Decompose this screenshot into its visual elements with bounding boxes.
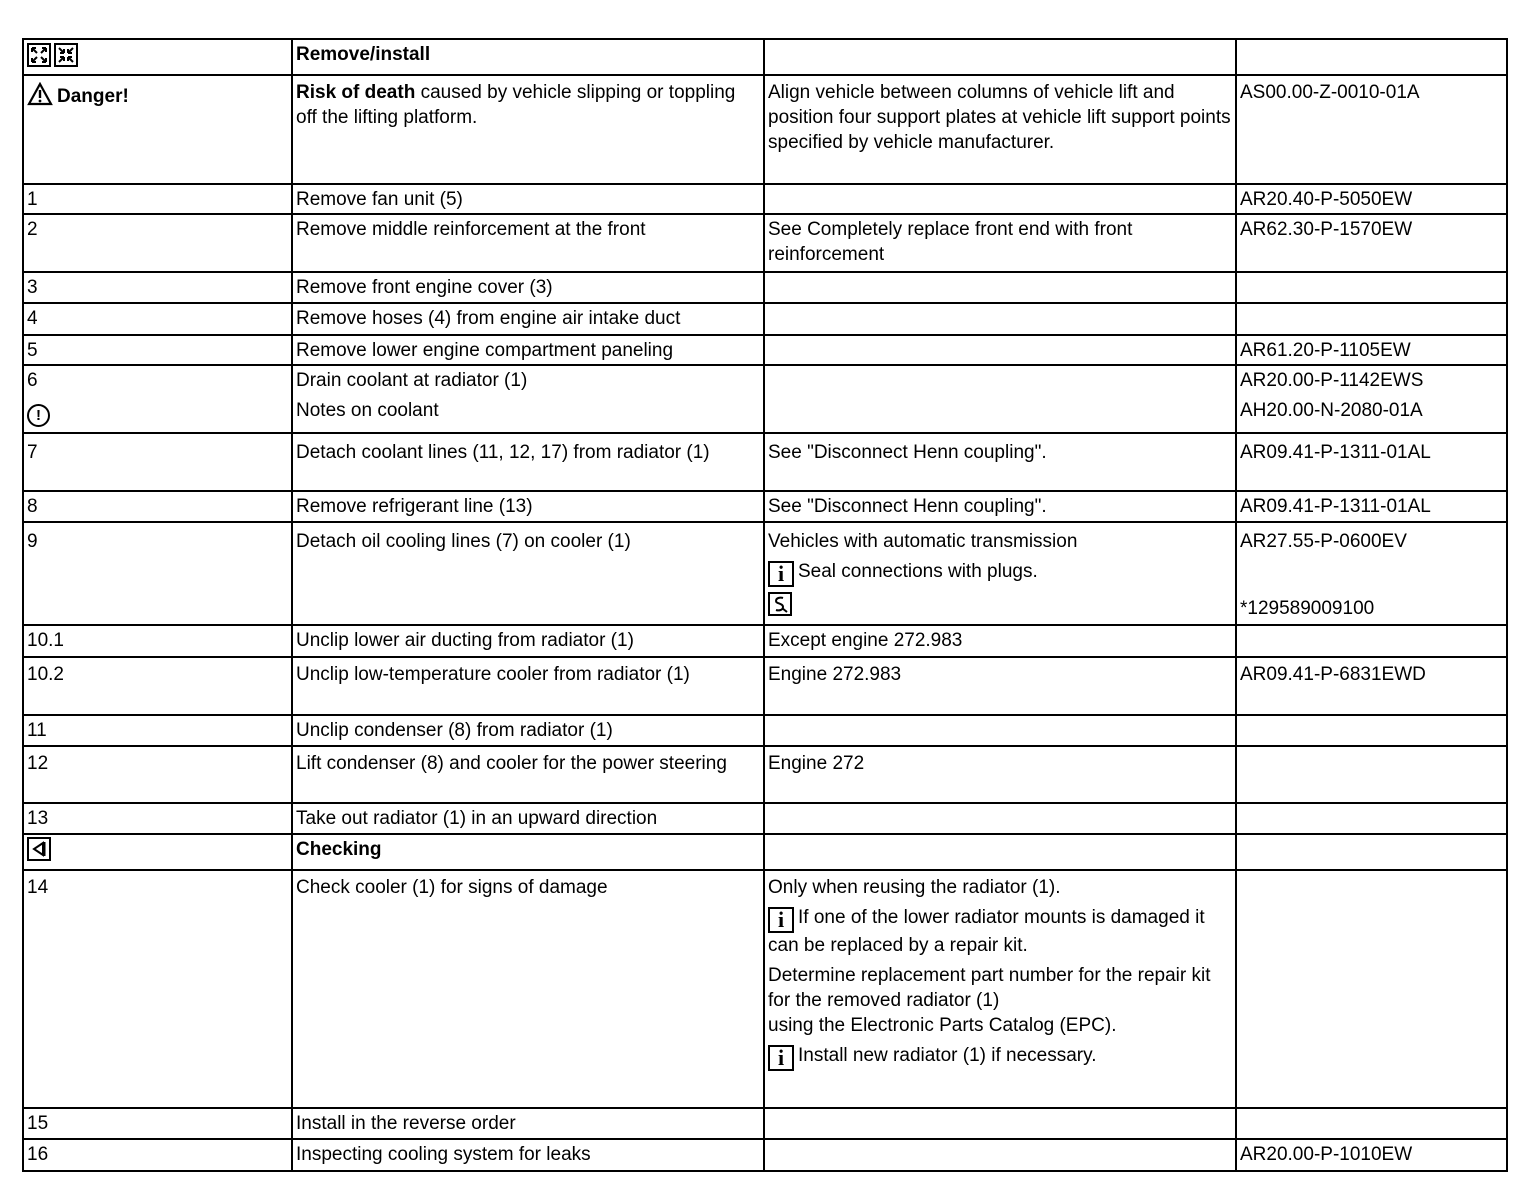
header-empty-note (764, 39, 1236, 75)
step-number: 13 (23, 803, 292, 834)
step-number: 15 (23, 1108, 292, 1139)
step-ref: AR61.20-P-1105EW (1236, 335, 1507, 365)
step-subref: AH20.00-N-2080-01A (1240, 400, 1423, 421)
step-action: Remove middle reinforcement at the front (292, 214, 764, 272)
table-row (23, 303, 1507, 335)
header-title: Remove/install (292, 39, 764, 75)
step-note (764, 1139, 1236, 1171)
checking-icon-cell (23, 834, 292, 870)
step-note (764, 184, 1236, 214)
header-empty-ref (1236, 39, 1507, 75)
tool-ref: *129589009100 (1240, 598, 1375, 619)
step-action: Detach coolant lines (11, 12, 17) from radiator (1) (292, 433, 764, 491)
step-action: Take out radiator (1) in an upward direction (292, 803, 764, 834)
step-note (764, 803, 1236, 834)
table-row (23, 746, 1507, 803)
step-action: Install in the reverse order (292, 1108, 764, 1139)
table-row (23, 803, 1507, 834)
step-ref (1236, 1108, 1507, 1139)
checking-empty-ref (1236, 834, 1507, 870)
step-ref (1236, 303, 1507, 335)
checking-title: Checking (292, 834, 764, 870)
special-tool-icon (768, 592, 792, 616)
step-ref (1236, 625, 1507, 657)
step-action: Unclip low-temperature cooler from radiator (1) (292, 657, 764, 715)
table-row (23, 715, 1507, 746)
danger-instruction: Align vehicle between columns of vehicle lift and position four support plates at vehicle lift support points specified by vehicle manufacturer. (764, 75, 1236, 184)
table-row (23, 272, 1507, 303)
procedure-table (22, 38, 1508, 1172)
step-ref-cell (1236, 365, 1507, 433)
step-ref (1236, 272, 1507, 303)
step-note: Engine 272.983 (764, 657, 1236, 715)
table-row (23, 214, 1507, 272)
step-ref-cell (1236, 522, 1507, 625)
step-note (764, 715, 1236, 746)
step-note: See Completely replace front end with front reinforcement (764, 214, 1236, 272)
step-note: Vehicles with automatic transmission (768, 531, 1078, 552)
table-row (23, 870, 1507, 1108)
step-note-cell (764, 522, 1236, 625)
step-note (764, 1108, 1236, 1139)
expand-arrows-icon (27, 43, 51, 67)
step-number: 4 (23, 303, 292, 335)
step-number: 7 (23, 433, 292, 491)
checking-icon (27, 837, 51, 861)
step-number: 12 (23, 746, 292, 803)
danger-risk-bold: Risk of death (296, 82, 416, 103)
step-number: 8 (23, 491, 292, 522)
header-icons-cell (23, 39, 292, 75)
step-note: See "Disconnect Henn coupling". (764, 433, 1236, 491)
step-action: Check cooler (1) for signs of damage (292, 870, 764, 1108)
step-note-info: Seal connections with plugs. (798, 561, 1038, 582)
step-action: Remove front engine cover (3) (292, 272, 764, 303)
table-row (23, 1139, 1507, 1171)
step-ref: AR20.00-P-1010EW (1236, 1139, 1507, 1171)
step-number: 5 (23, 335, 292, 365)
table-row (23, 657, 1507, 715)
checking-row (23, 834, 1507, 870)
step-note: See "Disconnect Henn coupling". (764, 491, 1236, 522)
collapse-arrows-icon (54, 43, 78, 67)
danger-label: Danger! (57, 86, 129, 107)
step-ref (1236, 746, 1507, 803)
step-action: Unclip lower air ducting from radiator (1) (292, 625, 764, 657)
table-row (23, 335, 1507, 365)
header-row (23, 39, 1507, 75)
step-ref (1236, 870, 1507, 1108)
step-ref: AR27.55-P-0600EV (1240, 531, 1407, 552)
step-note-info: If one of the lower radiator mounts is damaged it can be replaced by a repair kit. (768, 907, 1205, 956)
danger-risk-cell (292, 75, 764, 184)
step-subaction: Notes on coolant (296, 400, 439, 421)
step-number: 1 (23, 184, 292, 214)
epc-note-line: Determine replacement part number for the repair kit (768, 965, 1211, 986)
table-row (23, 491, 1507, 522)
step-action: Remove hoses (4) from engine air intake duct (292, 303, 764, 335)
step-number: 10.1 (23, 625, 292, 657)
danger-row (23, 75, 1507, 184)
table-row (23, 433, 1507, 491)
info-icon: i (768, 907, 794, 933)
step-number: 2 (23, 214, 292, 272)
warning-triangle-icon (27, 82, 53, 113)
step-action: Remove fan unit (5) (292, 184, 764, 214)
epc-note-line: for the removed radiator (1) (768, 990, 1000, 1011)
step-number: 9 (23, 522, 292, 625)
step-action: Inspecting cooling system for leaks (292, 1139, 764, 1171)
table-row (23, 625, 1507, 657)
step-number-cell (23, 365, 292, 433)
step-number: 14 (23, 870, 292, 1108)
step-ref (1236, 803, 1507, 834)
step-note: Except engine 272.983 (764, 625, 1236, 657)
table-row (23, 365, 1507, 433)
step-action: Drain coolant at radiator (1) (296, 370, 528, 391)
notes-icon: ! (27, 404, 50, 427)
step-note-cell (764, 870, 1236, 1108)
step-ref: AR09.41-P-1311-01AL (1236, 433, 1507, 491)
step-ref: AR62.30-P-1570EW (1236, 214, 1507, 272)
step-number: 3 (23, 272, 292, 303)
step-note (764, 272, 1236, 303)
step-action: Lift condenser (8) and cooler for the power steering (292, 746, 764, 803)
info-icon: i (768, 561, 794, 587)
epc-note-line: using the Electronic Parts Catalog (EPC). (768, 1015, 1117, 1036)
table-row (23, 522, 1507, 625)
step-number: 6 (27, 370, 38, 391)
step-note (764, 365, 1236, 433)
step-number: 11 (23, 715, 292, 746)
step-ref: AR20.40-P-5050EW (1236, 184, 1507, 214)
step-note (764, 303, 1236, 335)
info-icon: i (768, 1045, 794, 1071)
step-action: Remove lower engine compartment paneling (292, 335, 764, 365)
step-ref: AR20.00-P-1142EWS (1240, 370, 1424, 391)
step-action: Detach oil cooling lines (7) on cooler (1) (292, 522, 764, 625)
step-number: 10.2 (23, 657, 292, 715)
step-note: Engine 272 (764, 746, 1236, 803)
table-row (23, 184, 1507, 214)
step-note: Only when reusing the radiator (1). (768, 877, 1061, 898)
step-note-info: Install new radiator (1) if necessary. (798, 1045, 1097, 1066)
step-note (764, 335, 1236, 365)
danger-label-cell (23, 75, 292, 184)
checking-empty-note (764, 834, 1236, 870)
step-action-cell (292, 365, 764, 433)
danger-ref: AS00.00-Z-0010-01A (1236, 75, 1507, 184)
step-number: 16 (23, 1139, 292, 1171)
step-action: Remove refrigerant line (13) (292, 491, 764, 522)
step-action: Unclip condenser (8) from radiator (1) (292, 715, 764, 746)
step-ref: AR09.41-P-1311-01AL (1236, 491, 1507, 522)
danger-risk-text: caused by vehicle slipping or toppling off the lifting platform. (296, 82, 736, 128)
table-row (23, 1108, 1507, 1139)
step-ref (1236, 715, 1507, 746)
step-ref: AR09.41-P-6831EWD (1236, 657, 1507, 715)
